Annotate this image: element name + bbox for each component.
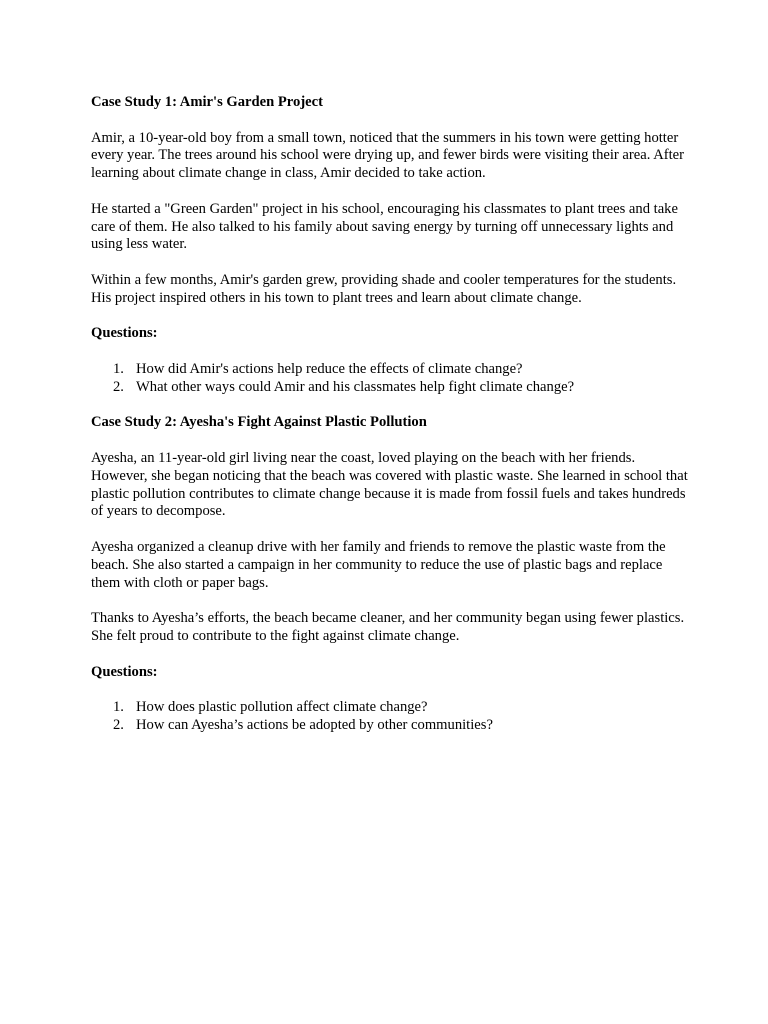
question-number: 1. (113, 699, 124, 716)
case-study-1-paragraph: Amir, a 10-year-old boy from a small town, noticed that the summers in his town were getting hotter every year. The trees around his school were drying up, and fewer birds were visiting their area. After learning about climate change in class, Amir decided to take action. (91, 129, 684, 182)
case-study-2-paragraph: Ayesha organized a cleanup drive with her family and friends to remove the plastic waste from the beach. She also started a campaign in her community to reduce the use of plastic bags and replace them with cloth or paper bags. (91, 538, 666, 591)
question-number: 2. (113, 716, 124, 733)
question-text: How does plastic pollution affect climate change? (136, 699, 428, 716)
case-study-1-title: Case Study 1: Amir's Garden Project (91, 94, 323, 110)
case-study-1-questions-list (91, 361, 691, 397)
question-text: What other ways could Amir and his classmates help fight climate change? (136, 378, 575, 395)
question-number: 2. (113, 378, 124, 395)
case-study-2-title: Case Study 2: Ayesha's Fight Against Plastic Pollution (91, 414, 427, 431)
case-study-2-paragraph: Ayesha, an 11-year-old girl living near the coast, loved playing on the beach with her friends. However, she began noticing that the beach was covered with plastic waste. She learned in school that plastic pollution contributes to climate change because it is made from fossil fuels and takes hundreds of years to decompose. (91, 449, 688, 520)
question-text: How can Ayesha’s actions be adopted by other communities? (136, 716, 493, 733)
question-item (91, 379, 691, 397)
case-study-2-questions-list (91, 699, 691, 735)
document-body (91, 94, 691, 752)
question-number: 1. (113, 360, 124, 377)
case-study-1-paragraph: He started a "Green Garden" project in his school, encouraging his classmates to plant trees and take care of them. He also talked to his family about saving energy by turning off unnecessary lights and using less water. (91, 200, 678, 253)
case-study-2-questions-heading: Questions: (91, 663, 158, 680)
question-item (91, 717, 691, 735)
case-study-1-questions-heading: Questions: (91, 325, 158, 342)
question-item (91, 699, 691, 717)
case-study-2-paragraph: Thanks to Ayesha’s efforts, the beach became cleaner, and her community began using fewer plastics. She felt proud to contribute to the fight against climate change. (91, 610, 685, 644)
question-text: How did Amir's actions help reduce the effects of climate change? (136, 360, 523, 377)
case-study-1-paragraph: Within a few months, Amir's garden grew, providing shade and cooler temperatures for the students. His project inspired others in his town to plant trees and learn about climate change. (91, 271, 677, 306)
question-item (91, 361, 691, 379)
